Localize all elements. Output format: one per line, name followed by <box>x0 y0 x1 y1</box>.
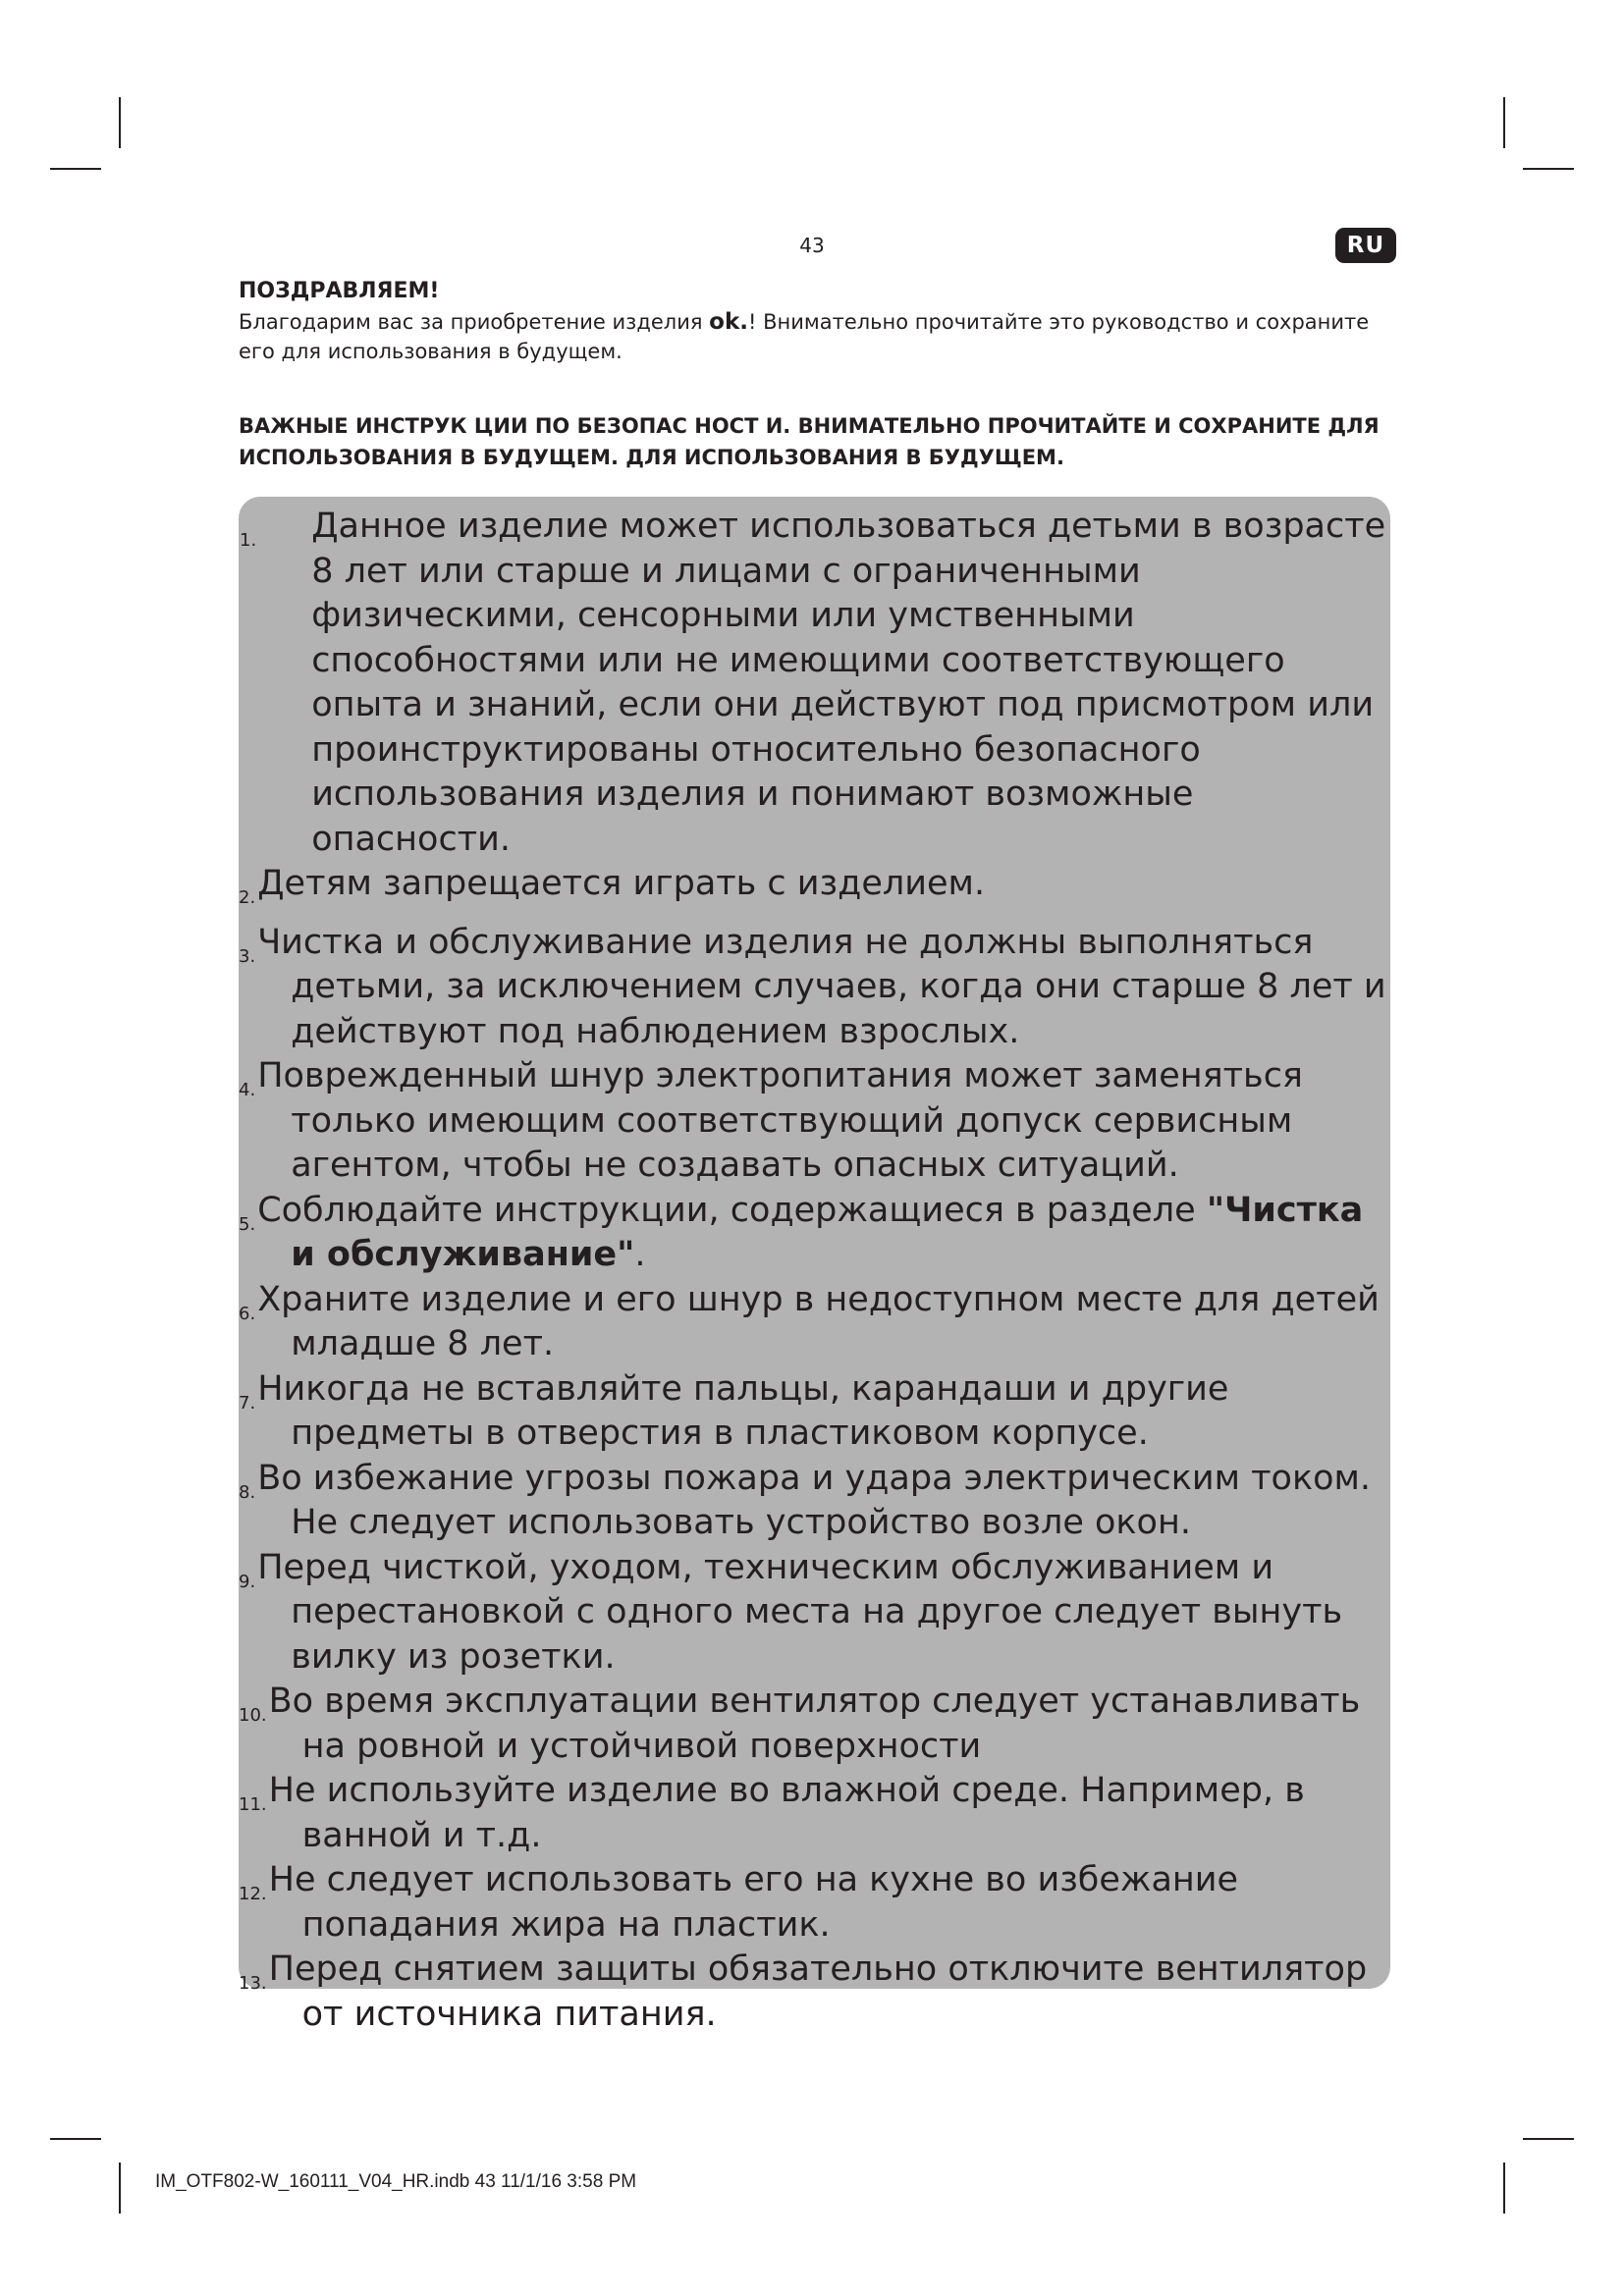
crop-mark <box>1503 2163 1505 2214</box>
list-item <box>239 1546 1390 1681</box>
crop-mark <box>1523 2138 1574 2140</box>
list-item <box>239 1769 1390 1858</box>
list-item <box>239 1457 1390 1546</box>
intro-title: ПОЗДРАВЛЯЕМ! <box>239 279 440 303</box>
item-text <box>255 862 985 921</box>
list-item <box>239 862 1390 921</box>
crop-mark <box>119 2163 121 2214</box>
brand-name: ok. <box>709 309 748 335</box>
list-item <box>239 1367 1390 1457</box>
list-item <box>239 1858 1390 1948</box>
item-text <box>267 1948 1390 2037</box>
item-number: 2. <box>239 887 256 908</box>
item-number: 3. <box>239 945 256 967</box>
item-text-content: Во избежание угрозы пожара и удара электрическим током. Не следует использовать устройство возле окон. <box>257 1458 1372 1542</box>
item-text-content: Данное изделие может использоваться детьми в возрасте 8 лет или старше и лицами с ограниченными физическими, сенсорными или умственными способностями или не имеющими соответствующего опыта и знаний, если они действуют под присмотром или проинструктированы относительно безопасного использования изделия и понимают возможные опасности. <box>311 507 1386 859</box>
safety-list <box>239 505 1390 2037</box>
item-number: 8. <box>239 1481 256 1503</box>
item-number: 10. <box>239 1705 267 1726</box>
item-number: 5. <box>239 1213 256 1235</box>
warning-heading: ВАЖНЫЕ ИНСТРУК ЦИИ ПО БЕЗОПАС НОСТ И. ВНИМАТЕЛЬНО ПРОЧИТАЙТЕ И СОХРАНИТЕ ДЛЯ ИСПОЛЬЗОВАНИЯ В БУДУЩЕМ. ДЛЯ ИСПОЛЬЗОВАНИЯ В БУДУЩЕМ. <box>239 414 1380 469</box>
item-text-content: Перед снятием защиты обязательно отключите вентилятор от источника питания. <box>268 1949 1368 2034</box>
item-text <box>255 1546 1390 1681</box>
item-text <box>267 1769 1390 1858</box>
item-number: 7. <box>239 1392 256 1414</box>
item-text <box>255 1189 1390 1278</box>
page-number: 43 <box>799 234 825 257</box>
list-item <box>239 1680 1390 1769</box>
print-file-info: IM_OTF802-W_160111_V04_HR.indb 43 11/1/16 3:58 PM <box>155 2171 637 2192</box>
list-item <box>239 505 1390 862</box>
item-text <box>255 1054 1390 1189</box>
item-number: 4. <box>239 1080 256 1100</box>
crop-mark <box>119 97 121 148</box>
crop-mark <box>50 168 101 170</box>
item-text-content: Храните изделие и его шнур в недоступном месте для детей младше 8 лет. <box>257 1279 1380 1363</box>
language-badge: RU <box>1335 228 1396 263</box>
list-item <box>239 1054 1390 1189</box>
crop-mark <box>1523 168 1574 170</box>
item-number: 6. <box>239 1303 256 1324</box>
item-number: 1. <box>240 530 257 551</box>
intro-section <box>239 279 1397 366</box>
item-text <box>267 1680 1390 1769</box>
intro-text-end: ! Внимательно прочитайте это руководство и сохраните его для использования в будущем. <box>239 310 1370 363</box>
item-text <box>255 1367 1390 1457</box>
item-number: 13. <box>239 1973 267 1994</box>
item-text <box>267 1858 1390 1948</box>
item-text-content: Поврежденный шнур электропитания может заменяться только имеющим соответствующий допуск сервисным агентом, чтобы не создавать опасных ситуаций. <box>257 1056 1303 1185</box>
item-number: 11. <box>239 1794 267 1815</box>
item-text <box>255 1457 1390 1546</box>
list-item <box>239 1189 1390 1278</box>
section-reference: "Чистка и обслуживание" <box>291 1190 1364 1274</box>
item-text-tail: . <box>634 1235 646 1274</box>
item-text-content: Не следует использовать его на кухне во избежание попадания жира на пластик. <box>268 1860 1239 1945</box>
item-text <box>255 1278 1390 1367</box>
item-text-content: Детям запрещается играть с изделием. <box>257 864 986 903</box>
item-text-content: Соблюдайте инструкции, содержащиеся в разделе <box>257 1190 1207 1230</box>
crop-mark <box>50 2138 101 2140</box>
list-item <box>239 1278 1390 1367</box>
item-number: 12. <box>239 1884 267 1904</box>
intro-text <box>239 307 1397 366</box>
intro-text-start: Благодарим вас за приобретение изделия <box>239 310 710 334</box>
crop-mark <box>1503 97 1505 148</box>
list-item <box>239 921 1390 1055</box>
item-text <box>256 505 1390 862</box>
item-text <box>255 921 1390 1055</box>
list-item <box>239 1948 1390 2037</box>
item-text-content: Не используйте изделие во влажной среде. Например, в ванной и т.д. <box>268 1771 1305 1855</box>
safety-instructions-box <box>239 497 1390 2034</box>
item-text-content: Перед чисткой, уходом, техническим обслуживанием и перестановкой с одного места на другое следует вынуть вилку из розетки. <box>257 1547 1343 1677</box>
item-text-content: Чистка и обслуживание изделия не должны выполняться детьми, за исключением случаев, когда они старше 8 лет и действуют под наблюдением взрослых. <box>257 922 1386 1051</box>
item-text-content: Во время эксплуатации вентилятор следует устанавливать на ровной и устойчивой поверхности <box>268 1682 1361 1766</box>
item-text-content: Никогда не вставляйте пальцы, карандаши и другие предметы в отверстия в пластиковом корпусе. <box>257 1368 1229 1453</box>
item-number: 9. <box>239 1571 256 1592</box>
